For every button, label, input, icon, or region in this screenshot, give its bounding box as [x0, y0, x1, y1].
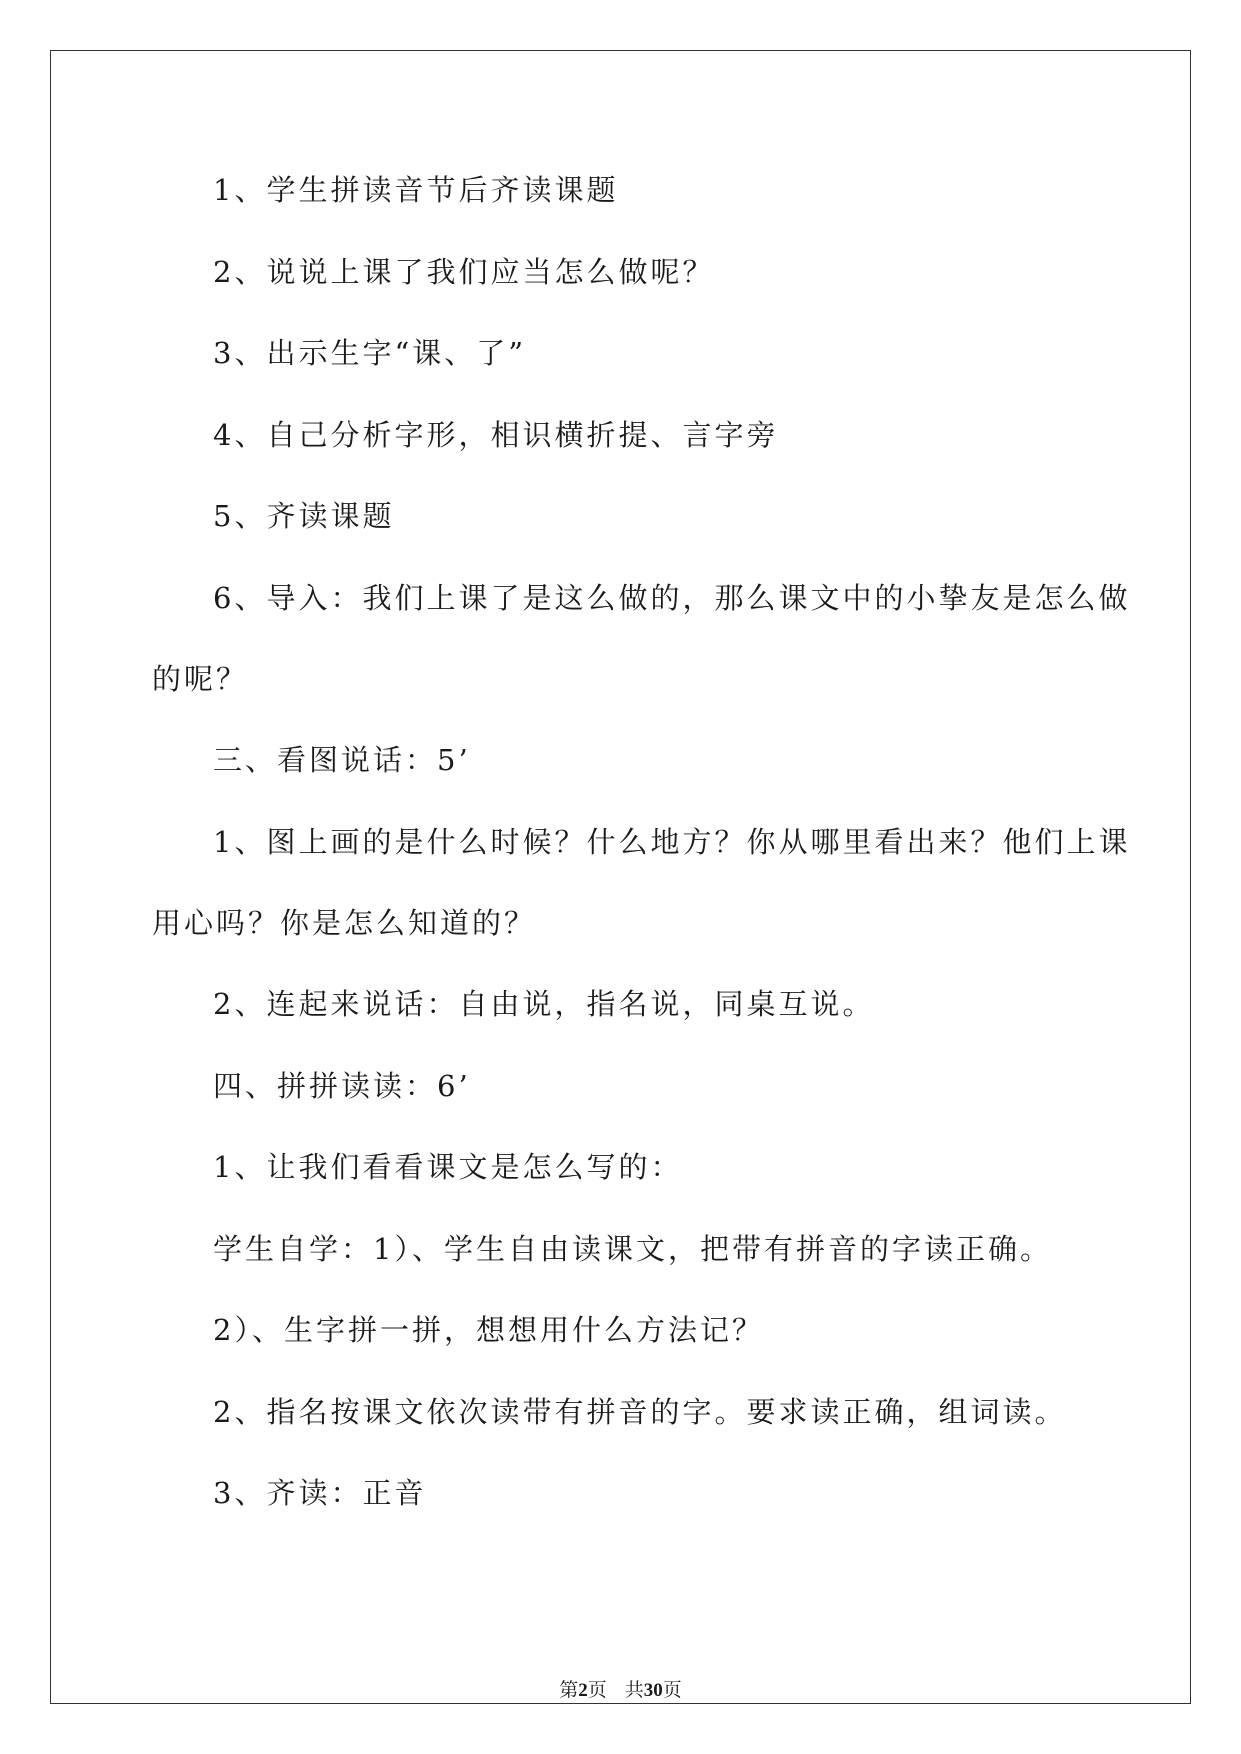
- text-line: 用心吗？你是怎么知道的？: [152, 906, 537, 940]
- text-line: 6、导入：我们上课了是这么做的，那么课文中的小挚友是怎么做: [213, 581, 1131, 615]
- text-line: 2、说说上课了我们应当怎么做呢？: [213, 255, 715, 289]
- page-suffix: 页: [587, 1680, 607, 1701]
- text-line: 2）、生字拼一拼，想想用什么方法记？: [213, 1313, 764, 1347]
- total-suffix: 页: [662, 1680, 682, 1701]
- text-line: 3、出示生字“课、了”: [213, 336, 527, 370]
- text-line: 2、指名按课文依次读带有拼音的字。要求读正确，组词读。: [213, 1395, 1067, 1429]
- text-line: 4、自己分析字形，相识横折提、言字旁: [213, 418, 779, 452]
- text-line: 1、让我们看看课文是怎么写的：: [213, 1150, 683, 1184]
- page-footer: [0, 1681, 1241, 1700]
- total-prefix: 共: [624, 1680, 644, 1701]
- text-line: 学生自学：1）、学生自由读课文，把带有拼音的字读正确。: [213, 1232, 1052, 1266]
- text-line: 5、齐读课题: [213, 499, 395, 533]
- page-border: [50, 50, 1191, 1704]
- section-heading: 三、看图说话：5’: [213, 743, 471, 777]
- text-line: 2、连起来说话：自由说，指名说，同桌互说。: [213, 987, 875, 1021]
- text-line: 1、图上画的是什么时候？什么地方？你从哪里看出来？他们上课: [213, 825, 1131, 859]
- text-line: 的呢？: [152, 662, 249, 696]
- current-page-number: 2: [578, 1680, 588, 1701]
- section-heading: 四、拼拼读读：6’: [213, 1069, 471, 1103]
- text-line: 3、齐读：正音: [213, 1476, 427, 1510]
- text-line: 1、学生拼读音节后齐读课题: [213, 173, 619, 207]
- page-prefix: 第: [559, 1680, 579, 1701]
- total-page-number: 30: [643, 1680, 663, 1701]
